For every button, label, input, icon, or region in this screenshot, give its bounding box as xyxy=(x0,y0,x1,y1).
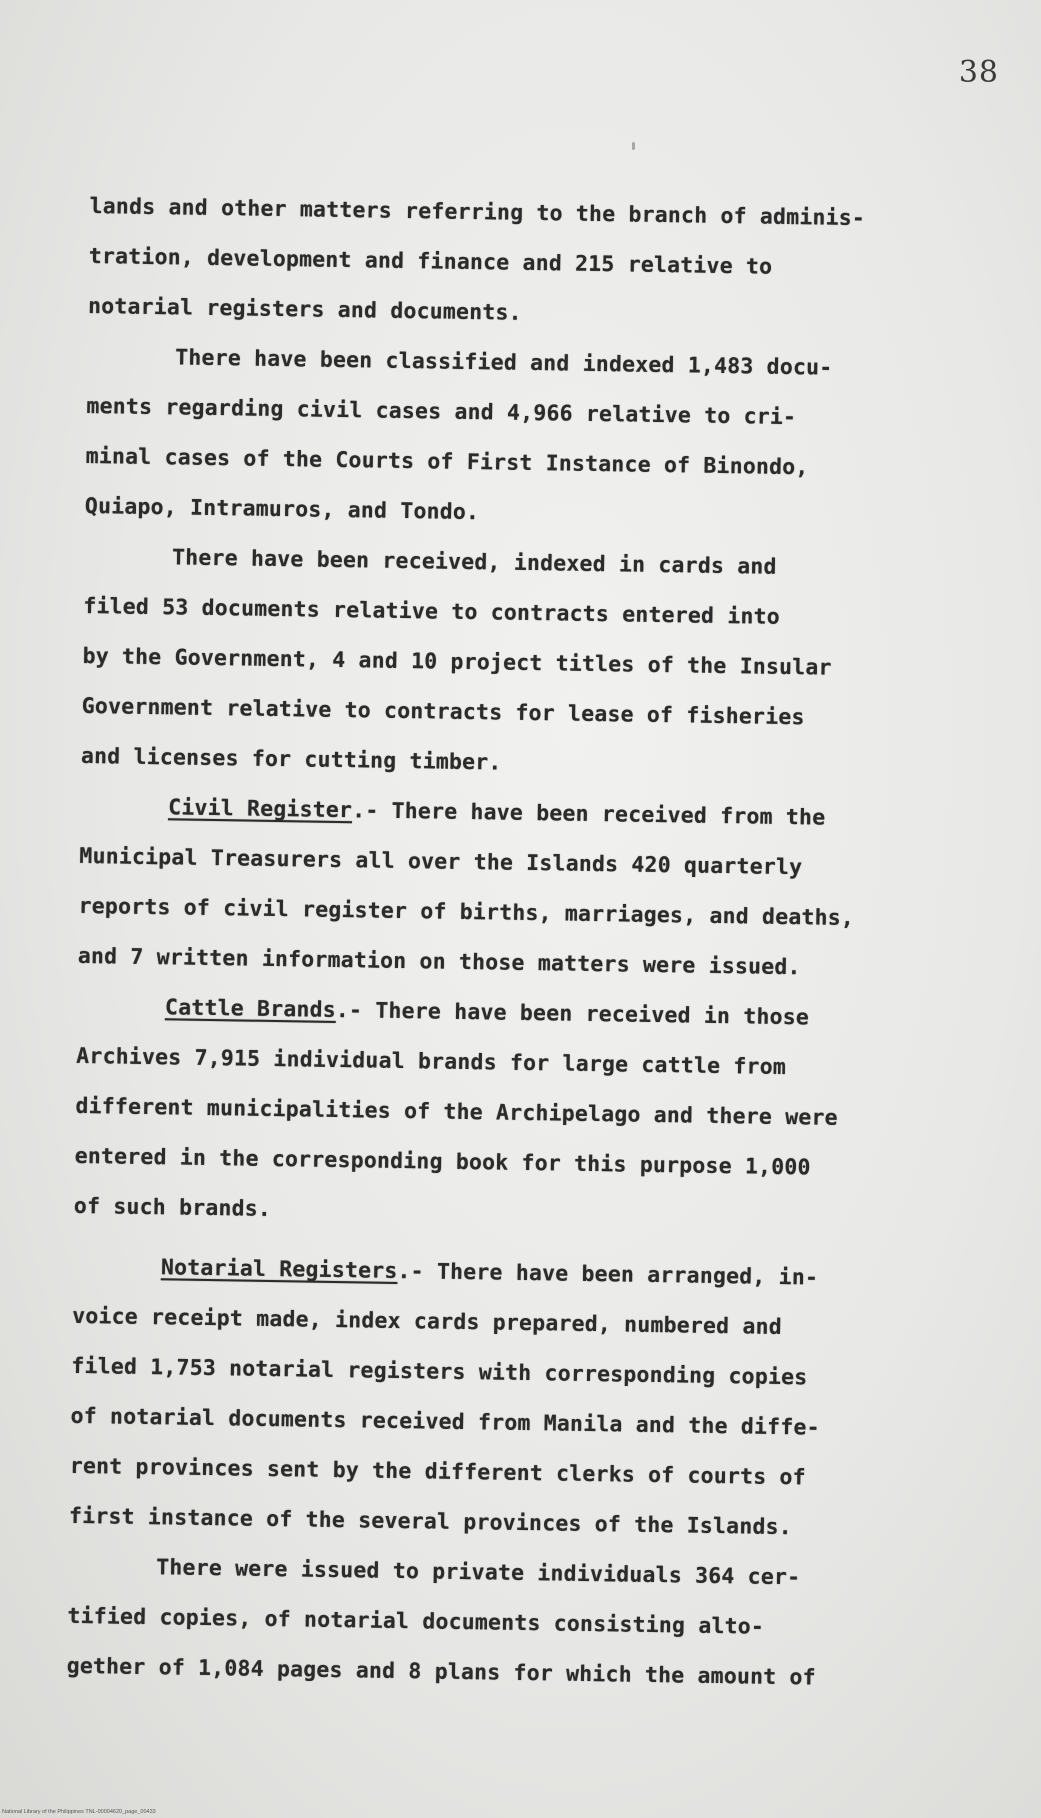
text-fragment: .- There have been received from the xyxy=(351,798,826,831)
archive-footer: National Library of the Philippines TNL-00004620_page_00433 xyxy=(2,1809,156,1815)
text-line: There have been received, indexed in cards and xyxy=(171,545,777,580)
text-line: ments regarding civil cases and 4,966 relative to cri- xyxy=(86,393,797,431)
text-line: lands and other matters referring to the branch of adminis- xyxy=(89,193,866,232)
text-line: reports of civil register of births, marriages, and deaths, xyxy=(78,893,855,932)
section-heading-civil-register: Civil Register xyxy=(167,795,353,824)
text-line: gether of 1,084 pages and 8 plans for which the amount of xyxy=(66,1653,817,1691)
text-line: tration, development and finance and 215 relative to xyxy=(88,243,773,280)
text-line: of notarial documents received from Manila and the diffe- xyxy=(70,1403,820,1441)
paragraph-1 xyxy=(88,182,990,346)
text-line: Quiapo, Intramuros, and Tondo. xyxy=(84,493,480,526)
text-fragment: .- There have been arranged, in- xyxy=(397,1258,819,1291)
section-heading-notarial-registers: Notarial Registers xyxy=(160,1255,398,1284)
text-line: and licenses for cutting timber. xyxy=(80,743,502,776)
text-line: Municipal Treasurers all over the Islands 420 quarterly xyxy=(79,843,803,881)
text-line: Archives 7,915 individual brands for large cattle from xyxy=(76,1043,787,1081)
paragraph-3 xyxy=(81,532,985,796)
section-heading-cattle-brands: Cattle Brands xyxy=(164,995,337,1023)
text-fragment: .- There have been received in those xyxy=(335,997,810,1031)
text-line: There have been classified and indexed 1,483 docu- xyxy=(175,345,833,381)
document-body xyxy=(66,182,990,1706)
text-line: first instance of the several provinces of the Islands. xyxy=(68,1503,793,1541)
text-line: filed 1,753 notarial registers with corresponding copies xyxy=(71,1353,808,1391)
text-line: There were issued to private individuals 364 cer- xyxy=(156,1555,801,1591)
text-line: filed 53 documents relative to contracts entered into xyxy=(83,593,781,630)
text-line: rent provinces sent by the different clerks of courts of xyxy=(69,1453,807,1491)
text-line: of such brands. xyxy=(73,1193,272,1222)
text-line: entered in the corresponding book for this purpose 1,000 xyxy=(74,1143,811,1181)
paragraph-civil-register xyxy=(77,782,980,996)
text-line: by the Government, 4 and 10 project titles of the Insular xyxy=(82,643,832,681)
text-line: notarial registers and documents. xyxy=(87,293,522,326)
text-line: different municipalities of the Archipelago and there were xyxy=(75,1093,838,1131)
text-line: and 7 written information on those matters were issued. xyxy=(77,943,801,981)
text-line: minal cases of the Courts of First Instance of Binondo, xyxy=(85,443,809,481)
page-number: 38 xyxy=(958,55,999,90)
paragraph-7 xyxy=(66,1542,968,1706)
paragraph-cattle-brands xyxy=(74,982,978,1246)
paper-speck xyxy=(632,142,635,150)
paragraph-2 xyxy=(85,332,988,546)
text-line: Government relative to contracts for lease of fisheries xyxy=(81,693,805,731)
text-line: tified copies, of notarial documents consisting alto- xyxy=(67,1603,765,1640)
text-line: voice receipt made, index cards prepared, numbered and xyxy=(71,1303,783,1341)
paragraph-notarial-registers xyxy=(69,1242,974,1556)
